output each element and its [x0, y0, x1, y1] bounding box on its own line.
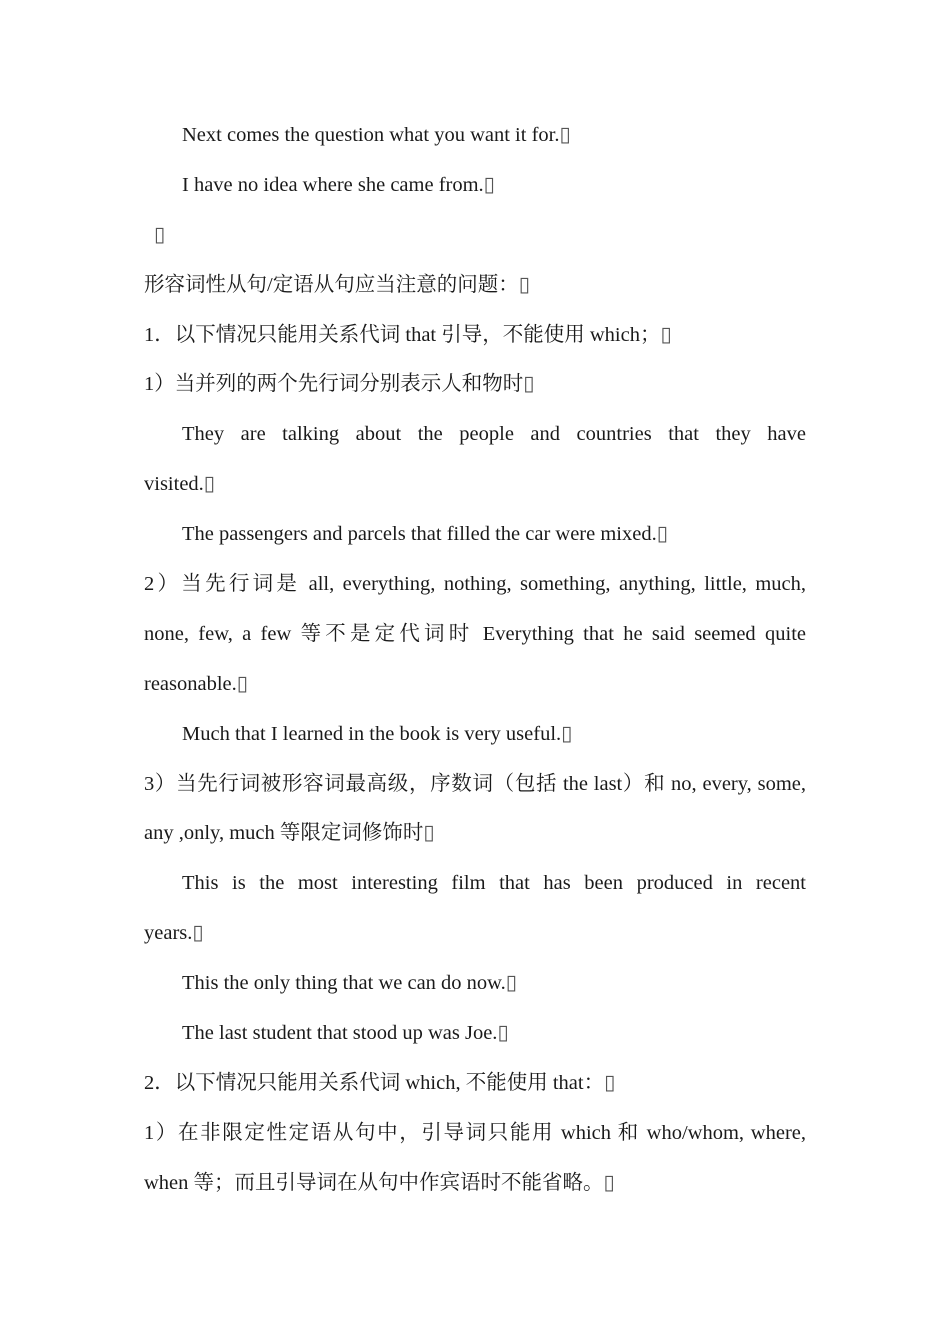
document-body [144, 111, 806, 1209]
example-sentence: Much that I learned in the book is very useful.▯ [182, 722, 573, 745]
example-sentence: The passengers and parcels that filled the car were mixed.▯ [182, 523, 668, 546]
example-sentence: The last student that stood up was Joe.▯ [182, 1022, 509, 1045]
rule-item-continued: reasonable.▯ [144, 672, 249, 695]
rule-heading-2: 2．以下情况只能用关系代词 which, 不能使用 that：▯ [144, 1071, 616, 1094]
rule-item-continued: any ,only, much 等限定词修饰时▯ [144, 822, 435, 845]
example-sentence: This is the most interesting film that has been produced in recent [182, 872, 806, 895]
example-sentence: This the only thing that we can do now.▯ [182, 972, 518, 995]
rule-item: 1）在非限定性定语从句中，引导词只能用 which 和 who/whom, where, [144, 1121, 806, 1144]
rule-item: 1）当并列的两个先行词分别表示人和物时▯ [144, 373, 535, 396]
example-sentence: Next comes the question what you want it for.▯ [182, 124, 571, 146]
rule-item-continued: when 等；而且引导词在从句中作宾语时不能省略。▯ [144, 1171, 615, 1194]
example-sentence-continued: visited.▯ [144, 473, 216, 496]
example-sentence: They are talking about the people and countries that they have [182, 423, 806, 446]
rule-item: 2）当先行词是 all, everything, nothing, something, anything, little, much, [144, 573, 806, 596]
example-sentence: I have no idea where she came from.▯ [182, 173, 495, 196]
rule-heading-1: 1．以下情况只能用关系代词 that 引导，不能使用 which；▯ [144, 323, 672, 346]
empty-paragraph: ▯ [154, 223, 166, 246]
example-sentence-continued: years.▯ [144, 922, 204, 945]
section-heading: 形容词性从句/定语从句应当注意的问题：▯ [144, 273, 530, 296]
rule-item-continued: none, few, a few 等不是定代词时 Everything that he said seemed quite [144, 622, 806, 645]
rule-item: 3）当先行词被形容词最高级，序数词（包括 the last）和 no, every, some, [144, 772, 806, 795]
